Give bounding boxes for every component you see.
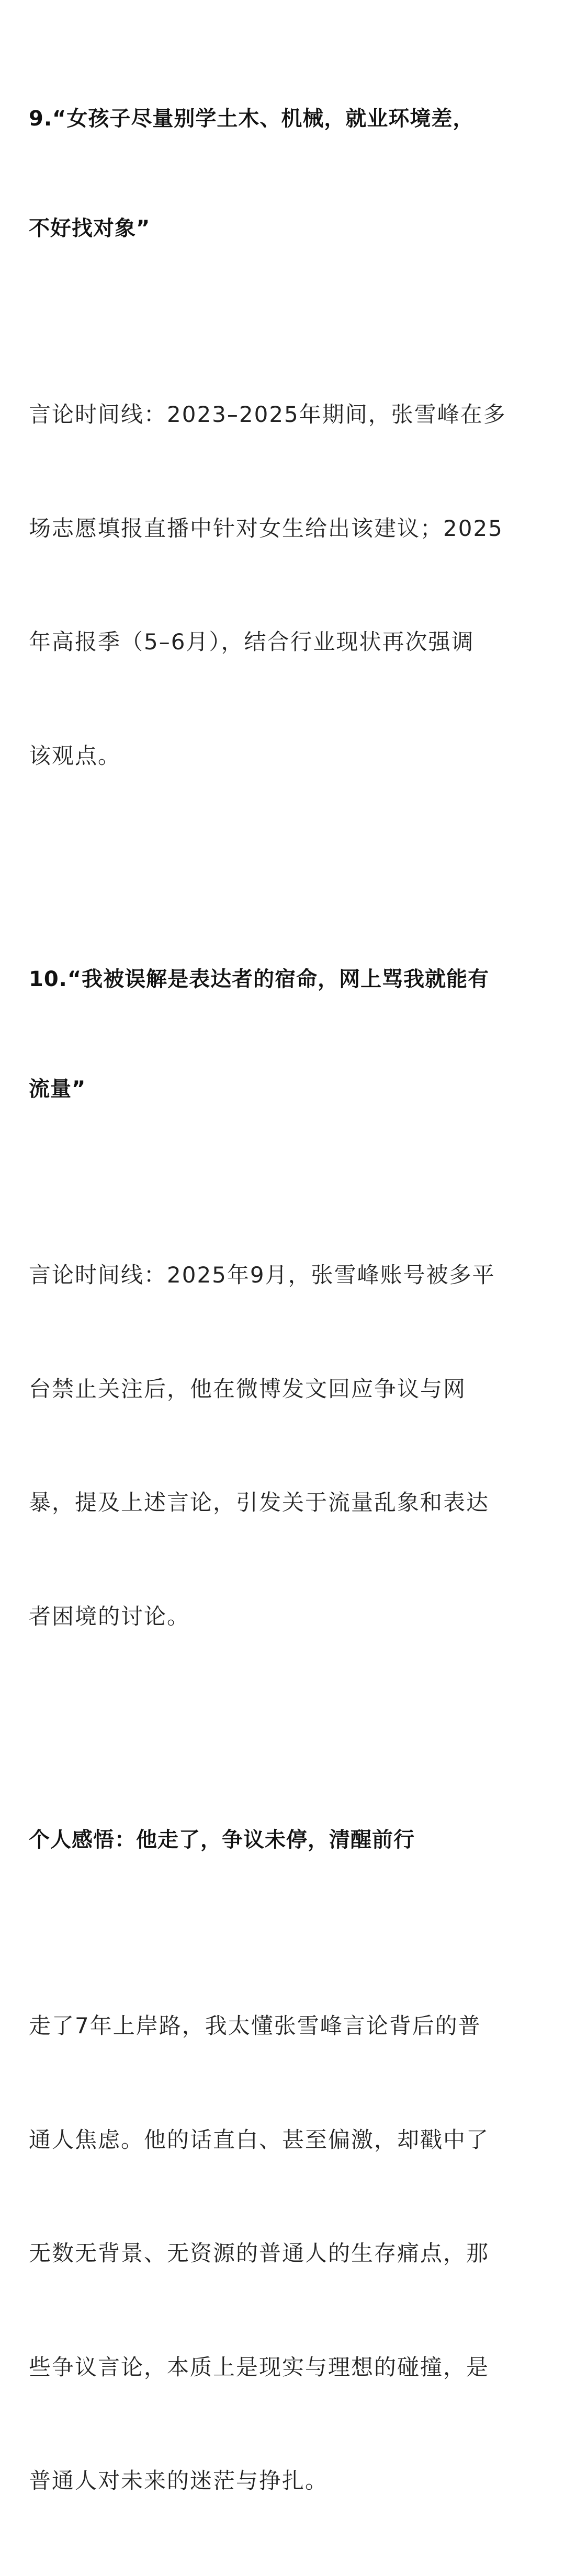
heading-line: 9.“女孩子尽量别学土木、机械，就业环境差， <box>29 107 474 131</box>
body-line: 场志愿填报直播中针对女生给出该建议；2025 <box>29 515 503 541</box>
body-line: 言论时间线：2025年9月，张雪峰账号被多平 <box>29 1262 495 1288</box>
section-item-9 <box>29 27 539 851</box>
heading-line: 流量” <box>29 1077 86 1101</box>
section-body <box>29 1181 539 1711</box>
section-heading <box>29 888 539 1181</box>
section-body <box>29 1931 539 2576</box>
body-line: 言论时间线：2023–2025年期间，张雪峰在多 <box>29 402 506 427</box>
section-personal-reflection <box>29 1748 539 2576</box>
section-heading <box>29 1748 539 1931</box>
body-line: 普通人对未来的迷茫与挣扎。 <box>29 2468 329 2493</box>
section-item-10 <box>29 888 539 1711</box>
body-line: 台禁止关注后，他在微博发文回应争议与网 <box>29 1376 467 1402</box>
section-body <box>29 320 539 851</box>
body-line: 该观点。 <box>29 742 121 769</box>
body-line: 走了7年上岸路，我太懂张雪峰言论背后的普 <box>29 2013 481 2039</box>
body-line: 些争议言论，本质上是现实与理想的碰撞，是 <box>29 2354 490 2380</box>
heading-line: 10.“我被误解是表达者的宿命，网上骂我就能有 <box>29 967 490 991</box>
body-line: 者困境的讨论。 <box>29 1603 190 1629</box>
article-content <box>29 27 539 2576</box>
paragraph-spacer <box>29 851 539 888</box>
heading-line: 个人感悟：他走了，争议未停，清醒前行 <box>29 1828 415 1852</box>
body-line: 年高报季（5–6月），结合行业现状再次强调 <box>29 629 474 655</box>
body-line: 暴，提及上述言论，引发关于流量乱象和表达 <box>29 1490 490 1515</box>
section-heading <box>29 27 539 320</box>
body-line: 无数无背景、无资源的普通人的生存痛点，那 <box>29 2240 490 2266</box>
paragraph-spacer <box>29 1711 539 1748</box>
heading-line: 不好找对象” <box>29 216 151 241</box>
body-line: 通人焦虑。他的话直白、甚至偏激，却戳中了 <box>29 2126 490 2153</box>
